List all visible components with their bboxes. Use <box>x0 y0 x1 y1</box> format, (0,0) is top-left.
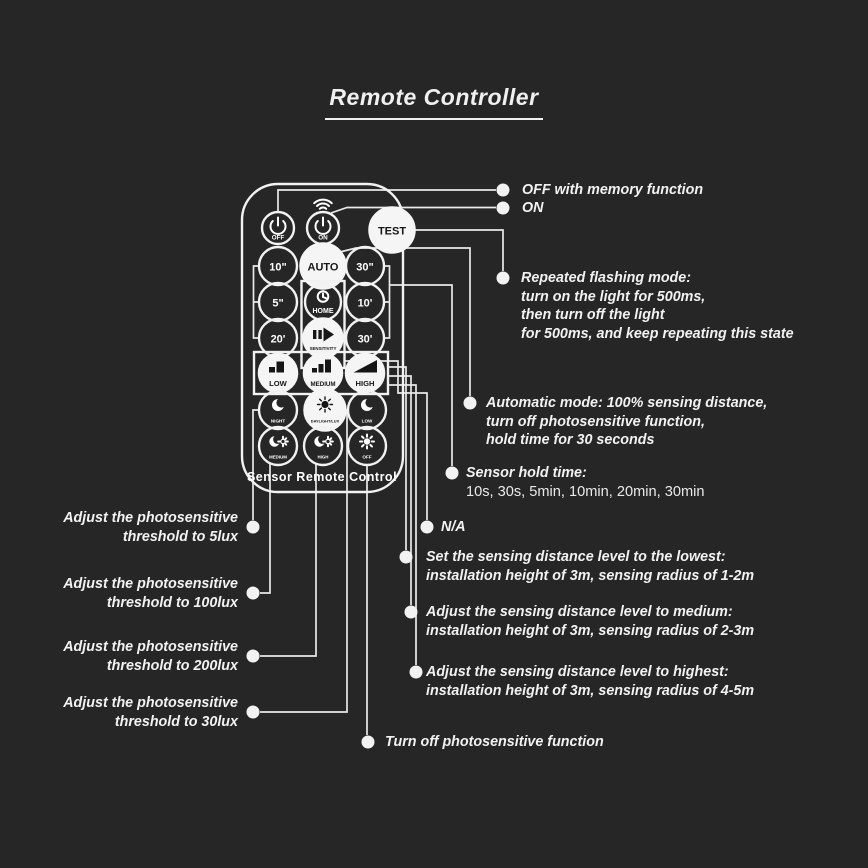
button-distance-high[interactable] <box>346 354 385 393</box>
bullet <box>247 706 260 719</box>
svg-text:HIGH: HIGH <box>355 379 375 388</box>
moon-sun-icon <box>269 435 288 447</box>
svg-text:HOME: HOME <box>312 308 334 315</box>
button-on[interactable] <box>307 212 339 244</box>
bullet <box>497 272 510 285</box>
bullet <box>464 397 477 410</box>
bullet <box>247 650 260 663</box>
bullet <box>362 736 375 749</box>
button-10min[interactable] <box>346 283 384 321</box>
connector-test <box>415 230 503 271</box>
moon-icon <box>272 398 286 411</box>
bullet <box>405 606 418 619</box>
page-title: Remote Controller <box>325 84 542 120</box>
button-10s[interactable] <box>259 247 297 285</box>
bracket-time-right <box>385 266 390 338</box>
svg-text:30': 30' <box>357 333 373 346</box>
bullet <box>421 521 434 534</box>
svg-text:LOW: LOW <box>361 418 373 424</box>
callout-automatic-mode: Automatic mode: 100% sensing distance, turn off photosensitive function, hold time for 30 seconds <box>486 395 768 448</box>
svg-text:OFF: OFF <box>362 454 372 460</box>
button-lux-high[interactable] <box>304 427 342 465</box>
svg-text:AUTO: AUTO <box>307 261 339 274</box>
svg-text:20': 20' <box>270 333 286 346</box>
connector-night-5lux <box>253 410 259 520</box>
callout-distance-medium: Adjust the sensing distance level to medium: installation height of 3m, sensing radius of 2-3m <box>426 604 755 639</box>
svg-text:NIGHT: NIGHT <box>270 418 286 424</box>
bullet <box>247 521 260 534</box>
bullet <box>400 551 413 564</box>
svg-text:ON: ON <box>318 234 328 242</box>
svg-text:TEST: TEST <box>377 225 407 238</box>
callout-off-memory: OFF with memory function <box>522 182 704 198</box>
sun-icon <box>318 397 333 412</box>
button-distance-medium[interactable] <box>304 354 343 393</box>
bullet <box>247 587 260 600</box>
callout-threshold-5lux: Adjust the photosensitive threshold to 5lux <box>63 510 238 545</box>
svg-text:DAYLIGHT/LUX: DAYLIGHT/LUX <box>310 418 340 424</box>
svg-text:SENSITIVITY: SENSITIVITY <box>309 346 337 351</box>
bullet <box>497 184 510 197</box>
svg-text:10": 10" <box>269 261 287 274</box>
button-lux-low[interactable] <box>348 391 386 429</box>
callout-threshold-30lux: Adjust the photosensitive threshold to 30lux <box>63 695 238 730</box>
clock-icon <box>318 291 329 302</box>
button-5s[interactable] <box>259 283 297 321</box>
svg-text:OFF: OFF <box>271 234 285 242</box>
svg-text:30": 30" <box>356 261 374 274</box>
callout-turn-off-photosensitive: Turn off photosensitive function <box>385 734 604 750</box>
button-lux-night[interactable] <box>259 391 297 429</box>
remote-footer-label: Sensor Remote Control <box>246 470 398 484</box>
svg-text:MEDIUM: MEDIUM <box>269 454 287 460</box>
button-lux-medium[interactable] <box>259 427 297 465</box>
bullet <box>497 202 510 215</box>
button-test[interactable] <box>369 207 415 253</box>
bullet <box>410 666 423 679</box>
callout-distance-highest: Adjust the sensing distance level to highest: installation height of 3m, sensing radius of 4-5m <box>426 664 755 699</box>
svg-text:MEDIUM: MEDIUM <box>310 381 336 388</box>
bracket-time-left <box>254 266 259 338</box>
callout-repeated-flashing: Repeated flashing mode: turn on the light for 500ms, then turn off the light for 500ms, and keep repeating this state <box>521 270 794 342</box>
button-lux-daylight[interactable] <box>304 389 346 431</box>
connector-distance-medium <box>388 376 411 605</box>
callout-on: ON <box>522 200 544 216</box>
callout-threshold-200lux: Adjust the photosensitive threshold to 200lux <box>63 639 238 674</box>
svg-text:LOW: LOW <box>269 379 287 388</box>
callout-threshold-100lux: Adjust the photosensitive threshold to 100lux <box>63 576 238 611</box>
button-lux-off[interactable] <box>348 427 386 465</box>
moon-sun-icon <box>314 435 333 447</box>
svg-text:5": 5" <box>272 297 284 310</box>
connector-on <box>331 208 496 214</box>
button-30s[interactable] <box>346 247 384 285</box>
callout-distance-lowest: Set the sensing distance level to the lowest: installation height of 3m, sensing radius of 1-2m <box>426 549 755 584</box>
button-off[interactable] <box>262 212 294 244</box>
bullet <box>446 467 459 480</box>
moon-icon <box>361 398 375 411</box>
button-distance-low[interactable] <box>259 354 298 393</box>
wifi-icon <box>314 200 332 209</box>
power-icon <box>270 218 285 234</box>
callout-na: N/A <box>441 519 466 535</box>
svg-text:10': 10' <box>357 297 373 310</box>
sun-icon <box>360 435 374 449</box>
svg-text:HIGH: HIGH <box>317 454 329 460</box>
power-icon <box>316 218 331 234</box>
callout-sensor-hold-time: Sensor hold time: 10s, 30s, 5min, 10min, 20min, 30min <box>466 465 705 500</box>
